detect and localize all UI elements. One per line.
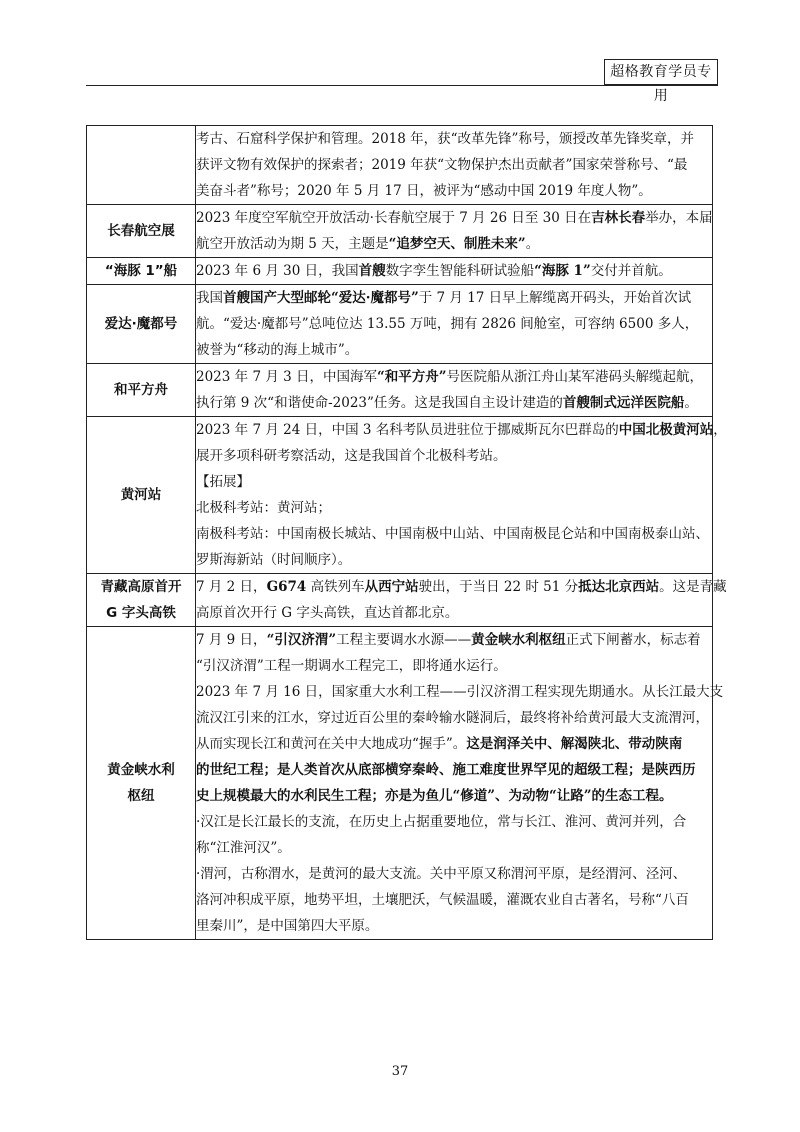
bold-text: 的世纪工程；是人类首次从底部横穿秦岭、施工难度世界罕见的超级工程；是陕西历 [196, 762, 696, 778]
text-run: 流汉江引来的江水，穿过近百公里的秦岭输水隧洞后，最终将补给黄河最大支流渭河， [196, 710, 709, 726]
row-label-line: “海豚 1”船 [104, 263, 178, 279]
info-table [86, 125, 727, 940]
row-label [87, 364, 196, 417]
text-run: ·渭河，古称渭水，是黄河的最大支流。关中平原又称渭河平原，是经渭河、泾河、 [196, 866, 687, 882]
text-run: 2023 年 7 月 3 日，中国海军 [196, 369, 377, 385]
content-line [196, 600, 712, 626]
text-run: 正式下闸蓄水，标志着 [565, 632, 701, 648]
row-content [196, 417, 727, 574]
bold-text: 首艘制式远洋医院船 [562, 395, 685, 411]
text-run: 举办，本届 [645, 210, 713, 226]
bold-text: 这是润泽关中、解渴陕北、带动陕南 [466, 736, 683, 752]
text-run: 【拓展】 [196, 474, 250, 490]
row-content [196, 364, 713, 417]
content-line [196, 205, 712, 231]
content-line [196, 574, 727, 600]
row-label [87, 627, 196, 940]
text-run: 里秦川”，是中国第四大平原。 [196, 918, 379, 934]
text-run: 航空开放活动为期 5 天，主题是 [196, 236, 389, 252]
content-line [196, 783, 712, 809]
bold-text: 史上规模最大的水利民生工程；亦是为鱼儿“修道”、为动物“让路”的生态工程。 [196, 788, 673, 804]
content-line [196, 913, 712, 939]
text-run: 北极科考站：黄河站； [196, 500, 331, 516]
content-line [196, 627, 712, 653]
text-run: 罗斯海新站（时间顺序）。 [196, 552, 352, 568]
table-row [87, 364, 713, 417]
row-label [87, 258, 196, 285]
text-run: 我国 [196, 290, 223, 306]
table-row [87, 574, 713, 627]
content-line [196, 152, 712, 178]
row-label-line: 爱达·魔都号 [104, 316, 178, 332]
text-run: ·汉江是长江最长的支流，在历史上占据重要地位，常与长江、淮河、黄河并列，合 [196, 814, 687, 830]
text-run: 称“江淮河汉”。 [196, 840, 291, 856]
bold-text: G674 [266, 579, 307, 595]
row-label [87, 285, 196, 364]
content-line [196, 285, 712, 311]
text-run: 考古、石窟科学保护和管理。2018 年，获“改革先锋”称号，颁授改革先锋奖章，并 [196, 131, 694, 147]
content-line [196, 757, 712, 783]
content-line [196, 443, 712, 469]
content-line [196, 835, 712, 861]
row-label [87, 574, 196, 627]
content-line [196, 258, 712, 284]
row-content [196, 285, 713, 364]
content-line [196, 731, 712, 757]
bold-text: 吉林长春 [591, 210, 646, 226]
text-run: 7 月 2 日， [196, 579, 267, 595]
text-run: 被誉为“移动的海上城市”。 [196, 342, 359, 358]
row-label [87, 205, 196, 258]
text-run: 2023 年 6 月 30 日，我国 [196, 263, 359, 279]
text-run: “引汉济渭”工程一期调水工程完工，即将通水运行。 [196, 658, 507, 674]
content-line [196, 126, 712, 152]
text-run: 从而实现长江和黄河在关中大地成功“握手”。 [196, 736, 467, 752]
table-row [87, 258, 713, 285]
table-row [87, 205, 713, 258]
text-run: 工程主要调水水源—— [336, 632, 472, 648]
content-line [196, 521, 712, 547]
text-run: 。 [684, 395, 698, 411]
row-content [196, 126, 713, 205]
table-row [87, 627, 713, 940]
row-label-line: 和平方舟 [114, 382, 168, 398]
content-line [196, 337, 712, 363]
content-line [196, 231, 712, 257]
bold-text: “引汉济渭” [266, 632, 337, 648]
content-line [196, 469, 712, 495]
row-label-line: 枢纽 [127, 788, 155, 804]
row-label [87, 126, 196, 205]
text-run: 南极科考站：中国南极长城站、中国南极中山站、中国南极昆仑站和中国南极泰山站、 [196, 526, 709, 542]
text-run: 航。“爱达·魔都号”总吨位达 13.55 万吨，拥有 2826 间舱室，可容纳 6500 多人， [196, 316, 699, 332]
content-line [196, 547, 712, 573]
content-line [196, 679, 724, 705]
text-run: 号医院船从浙江舟山某军港码头解缆起航， [446, 369, 704, 385]
content-line [196, 364, 712, 390]
content-line [196, 809, 712, 835]
row-content [196, 205, 713, 258]
bold-text: 首艘国产大型邮轮“爱达·魔都号” [223, 290, 419, 306]
row-label-line: 黄河站 [120, 487, 162, 503]
table-row [87, 417, 713, 574]
text-run: 2023 年 7 月 16 日，国家重大水利工程——引汉济渭工程实现先期通水。从长江最大支 [196, 684, 724, 700]
text-run: 高铁列车 [306, 579, 365, 595]
content-line [196, 705, 712, 731]
text-run: 于 7 月 17 日早上解缆离开码头，开始首次试 [418, 290, 692, 306]
bold-text: 抵达北京西站 [578, 579, 660, 595]
text-run: 高原首次开行 G 字头高铁，直达首都北京。 [196, 605, 459, 621]
text-run: 洛河冲积成平原，地势平坦，土壤肥沃，气候温暖，灌溉农业自古著名，号称“八百 [196, 892, 689, 908]
content-line [196, 495, 712, 521]
text-run: 2023 年度空军航空开放活动·长春航空展于 7 月 26 日至 30 日在 [196, 210, 592, 226]
header-tag: 超格教育学员专用 [604, 59, 718, 85]
row-label-line: 长春航空展 [107, 223, 175, 239]
text-run: 数字孪生智能科研试验船 [385, 263, 535, 279]
text-run: 展开多项科研考察活动，这是我国首个北极科考站。 [196, 448, 507, 464]
text-run: 交付并首航。 [590, 263, 672, 279]
page-number: 37 [391, 1064, 409, 1079]
row-content [196, 574, 727, 627]
row-label-line: 青藏高原首开 [100, 579, 182, 595]
bold-text: “海豚 1” [534, 263, 591, 279]
text-run: 7 月 9 日， [196, 632, 267, 648]
text-run: 。 [525, 236, 540, 252]
text-run: 。这是青藏 [659, 579, 727, 595]
text-run: 2023 年 7 月 24 日，中国 3 名科考队员进驻位于挪威斯瓦尔巴群岛的 [196, 422, 619, 438]
content-line [196, 887, 712, 913]
text-run: 获评文物有效保护的探索者；2019 年获“文物保护杰出贡献者”国家荣誉称号、“最 [196, 157, 688, 173]
bold-text: “和平方舟” [377, 369, 447, 385]
bold-text: 从西宁站 [364, 579, 419, 595]
content-line [196, 311, 712, 337]
row-label-line: 黄金峡水利 [107, 762, 175, 778]
content-line [196, 390, 712, 416]
bold-text: 黄金峡水利枢纽 [471, 632, 566, 648]
content-line [196, 178, 712, 204]
table-row [87, 126, 713, 205]
bold-text: 首艘 [358, 263, 386, 279]
text-run: 美奋斗者”称号；2020 年 5 月 17 日，被评为“感动中国 2019 年度人物”。 [196, 183, 652, 199]
content-line [196, 417, 727, 443]
row-content [196, 627, 724, 940]
bold-text: “追梦空天、制胜未来” [388, 236, 526, 252]
row-label-line: G 字头高铁 [106, 605, 176, 621]
text-run: 执行第 9 次“和谐使命-2023”任务。这是我国自主设计建造的 [196, 395, 563, 411]
content-line [196, 861, 712, 887]
table-row [87, 285, 713, 364]
content-line [196, 653, 712, 679]
text-run: ， [713, 422, 727, 438]
bold-text: 中国北极黄河站 [618, 422, 714, 438]
text-run: 驶出，于当日 22 时 51 分 [418, 579, 579, 595]
header-rule [86, 85, 718, 86]
row-content [196, 258, 713, 285]
row-label [87, 417, 196, 574]
